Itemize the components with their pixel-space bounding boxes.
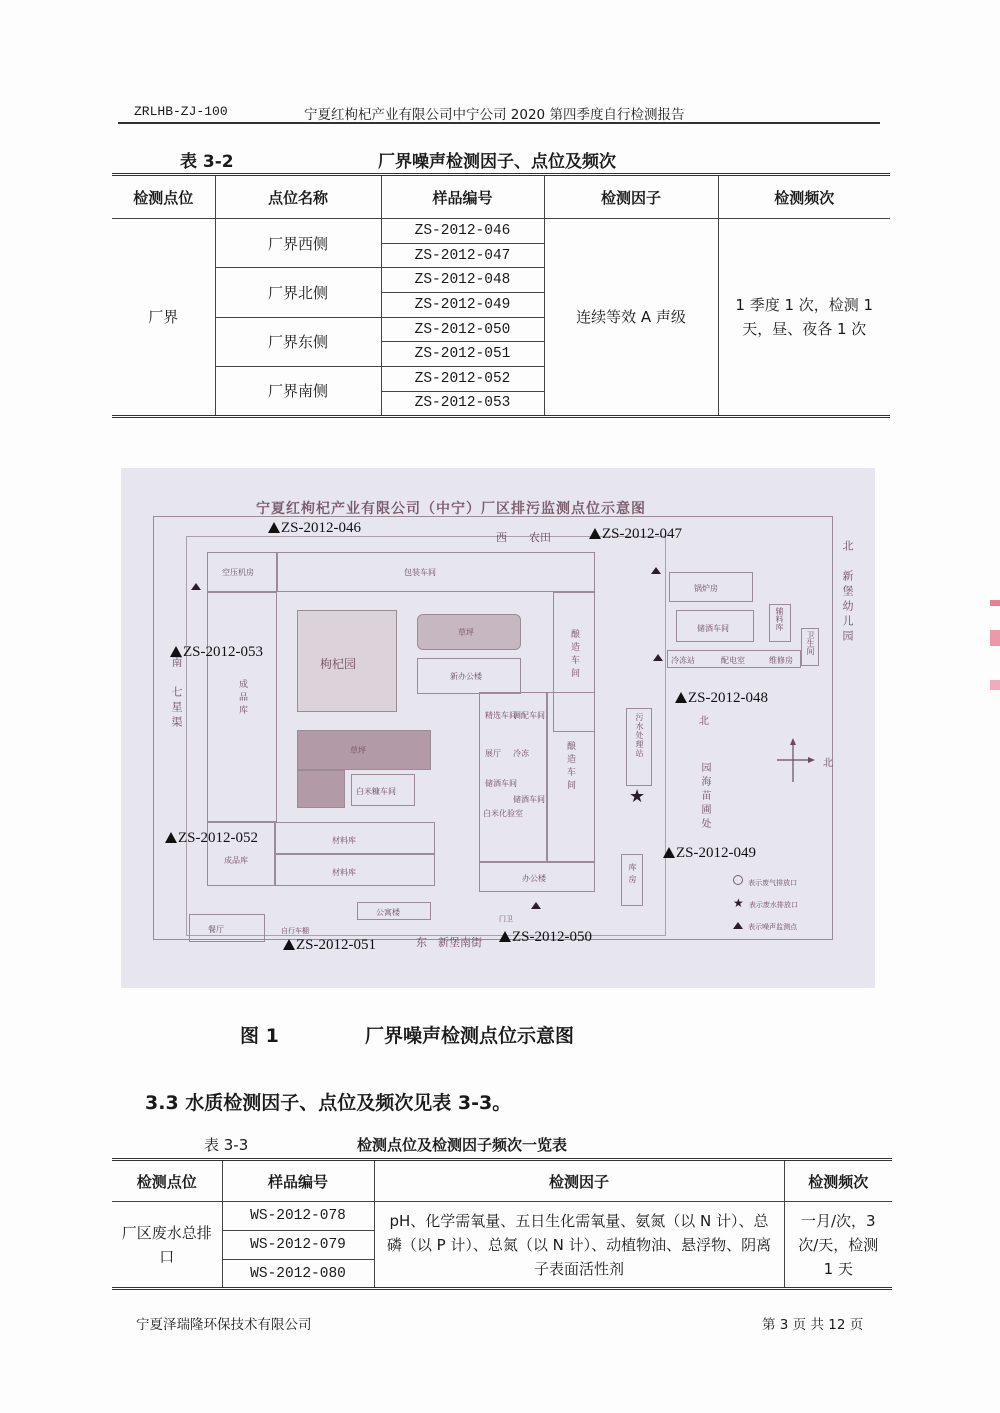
noise-marker-icon xyxy=(191,583,201,590)
frequency-cell: 1 季度 1 次，检测 1 天，昼、夜各 1 次 xyxy=(718,219,890,417)
water-monitoring-table xyxy=(112,1158,892,1290)
point-name-cell: 厂界西侧 xyxy=(215,219,381,268)
building-brewing-1: 酿造车间 xyxy=(553,592,595,732)
building-new-office: 新办公楼 xyxy=(417,658,521,694)
seal-stamp-edge xyxy=(990,600,1000,780)
triangle-icon xyxy=(499,931,511,942)
building-sewage-station: 污水处理站 xyxy=(626,708,652,786)
column-header: 检测频次 xyxy=(718,175,890,219)
sample-code-cell: ZS-2012-049 xyxy=(381,293,544,318)
building-lab: 白米化验室 xyxy=(483,809,523,818)
table-header-row xyxy=(112,175,890,219)
road-south-label: 南 七星渠 xyxy=(170,656,183,731)
point-label-051: ZS-2012-051 xyxy=(283,937,376,954)
building-materials-1: 材料库 xyxy=(275,822,435,854)
triangle-icon xyxy=(675,692,687,703)
building-finished-store: 成品库 xyxy=(207,592,277,822)
noise-monitoring-table xyxy=(112,173,890,418)
building-exhibition: 展厅 xyxy=(485,749,501,758)
building-office: 办公楼 xyxy=(479,862,595,892)
wastewater-outlet-star-icon: ★ xyxy=(629,786,646,807)
building-blending: 调配车间 xyxy=(513,711,545,720)
building-wine-2: 储酒车间 xyxy=(513,795,545,804)
triangle-icon xyxy=(733,922,743,929)
lawn-3 xyxy=(297,770,345,808)
point-label-052: ZS-2012-052 xyxy=(165,830,258,847)
table-3-3-number: 表 3-3 xyxy=(204,1136,249,1154)
building-canteen: 餐厅 xyxy=(189,914,265,942)
building-brewing-2: 酿造车间 xyxy=(547,692,595,862)
sample-code-cell: ZS-2012-053 xyxy=(381,391,544,416)
nursery-label: 园海苗圃处 xyxy=(699,762,710,832)
building-cold-storage: 冷冻 xyxy=(513,749,529,758)
point-name-cell: 厂界东侧 xyxy=(215,317,381,366)
triangle-icon xyxy=(589,528,601,539)
section-heading: 3.3 水质检测因子、点位及频次见表 3-3。 xyxy=(145,1092,512,1114)
building-warehouse: 库房 xyxy=(621,854,643,906)
table-row xyxy=(112,1202,892,1231)
sample-code-cell: ZS-2012-048 xyxy=(381,268,544,293)
building-cold-station: 冷冻站 xyxy=(671,656,695,665)
noise-marker-icon xyxy=(531,902,541,909)
sample-code-cell: WS-2012-080 xyxy=(222,1260,374,1289)
column-header: 检测因子 xyxy=(374,1160,784,1202)
point-label-046: ZS-2012-046 xyxy=(268,520,361,537)
building-boiler: 锅炉房 xyxy=(669,572,753,602)
gate: 门卫 xyxy=(499,915,513,923)
sample-code-cell: ZS-2012-047 xyxy=(381,243,544,268)
column-header: 检测频次 xyxy=(784,1160,892,1202)
building-fermentation: 储酒车间 xyxy=(676,610,754,642)
map-title: 宁夏红枸杞产业有限公司（中宁）厂区排污监测点位示意图 xyxy=(256,501,646,517)
factor-cell: 连续等效 A 声级 xyxy=(544,219,718,417)
building-materials-2: 材料库 xyxy=(275,854,435,886)
site-map-figure xyxy=(121,468,875,988)
road-east-label: 东 新堡南街 xyxy=(416,936,482,949)
building-toilet: 卫生间 xyxy=(801,628,819,666)
table-row xyxy=(112,219,890,244)
map-legend xyxy=(733,870,798,936)
factors-cell: pH、化学需氧量、五日生化需氧量、氨氮（以 N 计）、总磷（以 P 计）、总氮（以 N 计）、动植物油、悬浮物、阴离子表面活性剂 xyxy=(374,1202,784,1289)
sample-code-cell: WS-2012-079 xyxy=(222,1231,374,1260)
building-packaging: 包装车间 xyxy=(277,552,595,592)
building-repair: 维修房 xyxy=(769,656,793,665)
triangle-icon xyxy=(165,832,177,843)
figure-number: 图 1 xyxy=(240,1025,279,1047)
compass-label: 北 xyxy=(823,758,833,769)
legend-item-exhaust: 表示废气排放口 xyxy=(733,870,798,892)
building-aux-store: 辅料库 xyxy=(769,604,791,642)
point-label-050: ZS-2012-050 xyxy=(499,929,592,946)
location-cell: 厂界 xyxy=(112,219,215,417)
footer-company: 宁夏泽瑞隆环保技术有限公司 xyxy=(136,1317,312,1333)
building-dorm: 公寓楼 xyxy=(357,902,431,920)
sample-code-cell: ZS-2012-046 xyxy=(381,219,544,244)
noise-marker-icon xyxy=(653,654,663,661)
sample-code-cell: ZS-2012-051 xyxy=(381,342,544,367)
triangle-icon xyxy=(268,522,280,533)
triangle-icon xyxy=(170,646,182,657)
point-label-047: ZS-2012-047 xyxy=(589,526,682,543)
lawn-2: 草坪 xyxy=(297,730,431,770)
column-header: 检测点位 xyxy=(112,1160,222,1202)
column-header: 检测因子 xyxy=(544,175,718,219)
column-header: 检测点位 xyxy=(112,175,215,219)
legend-item-wastewater: ★ 表示废水排放口 xyxy=(733,896,798,910)
column-header: 点位名称 xyxy=(215,175,381,219)
point-label-049: ZS-2012-049 xyxy=(663,845,756,862)
north-area-label: 北 xyxy=(699,716,709,727)
frequency-cell: 一月/次，3 次/天，检测 1 天 xyxy=(784,1202,892,1289)
building-air-compressor: 空压机房 xyxy=(207,552,277,592)
legend-item-noise: 表示噪声监测点 xyxy=(733,914,798,936)
sample-code-cell: WS-2012-078 xyxy=(222,1202,374,1231)
noise-marker-icon xyxy=(651,567,661,574)
page-number: 第 3 页 共 12 页 xyxy=(762,1317,864,1333)
report-title: 宁夏红枸杞产业有限公司中宁公司 2020 第四季度自行检测报告 xyxy=(304,107,685,123)
column-header: 样品编号 xyxy=(381,175,544,219)
bike-shed: 自行车棚 xyxy=(281,927,309,935)
building-white-rice: 白米糠车间 xyxy=(351,774,415,806)
table-3-3-title: 检测点位及检测因子频次一览表 xyxy=(357,1136,568,1154)
table-header-row xyxy=(112,1160,892,1202)
road-west-label: 西 农田 xyxy=(496,531,551,544)
document-code: ZRLHB-ZJ-100 xyxy=(134,104,228,119)
exhaust-outlet-icon xyxy=(733,875,743,885)
point-label-048: ZS-2012-048 xyxy=(675,690,768,707)
location-cell: 厂区废水总排口 xyxy=(112,1202,222,1289)
building-power-room: 配电室 xyxy=(721,656,745,665)
star-icon: ★ xyxy=(733,896,744,910)
sample-code-cell: ZS-2012-050 xyxy=(381,317,544,342)
point-name-cell: 厂界南侧 xyxy=(215,367,381,416)
lawn-1: 草坪 xyxy=(417,614,521,650)
table-3-2-number: 表 3-2 xyxy=(180,152,234,172)
road-north-label: 北 新堡幼儿园 xyxy=(841,540,854,645)
point-label-053: ZS-2012-053 xyxy=(170,644,263,661)
table-3-2-title: 厂界噪声检测因子、点位及频次 xyxy=(378,152,616,172)
sample-code-cell: ZS-2012-052 xyxy=(381,367,544,392)
figure-title: 厂界噪声检测点位示意图 xyxy=(365,1025,575,1047)
triangle-icon xyxy=(283,939,295,950)
goji-garden: 枸杞园 xyxy=(297,610,397,712)
page-header xyxy=(118,102,880,124)
building-wine-1: 储酒车间 xyxy=(485,779,517,788)
building-sorting: 精选车间 xyxy=(485,711,517,720)
triangle-icon xyxy=(663,847,675,858)
point-name-cell: 厂界北侧 xyxy=(215,268,381,317)
column-header: 样品编号 xyxy=(222,1160,374,1202)
building-finished-2: 成品库 xyxy=(207,822,275,886)
